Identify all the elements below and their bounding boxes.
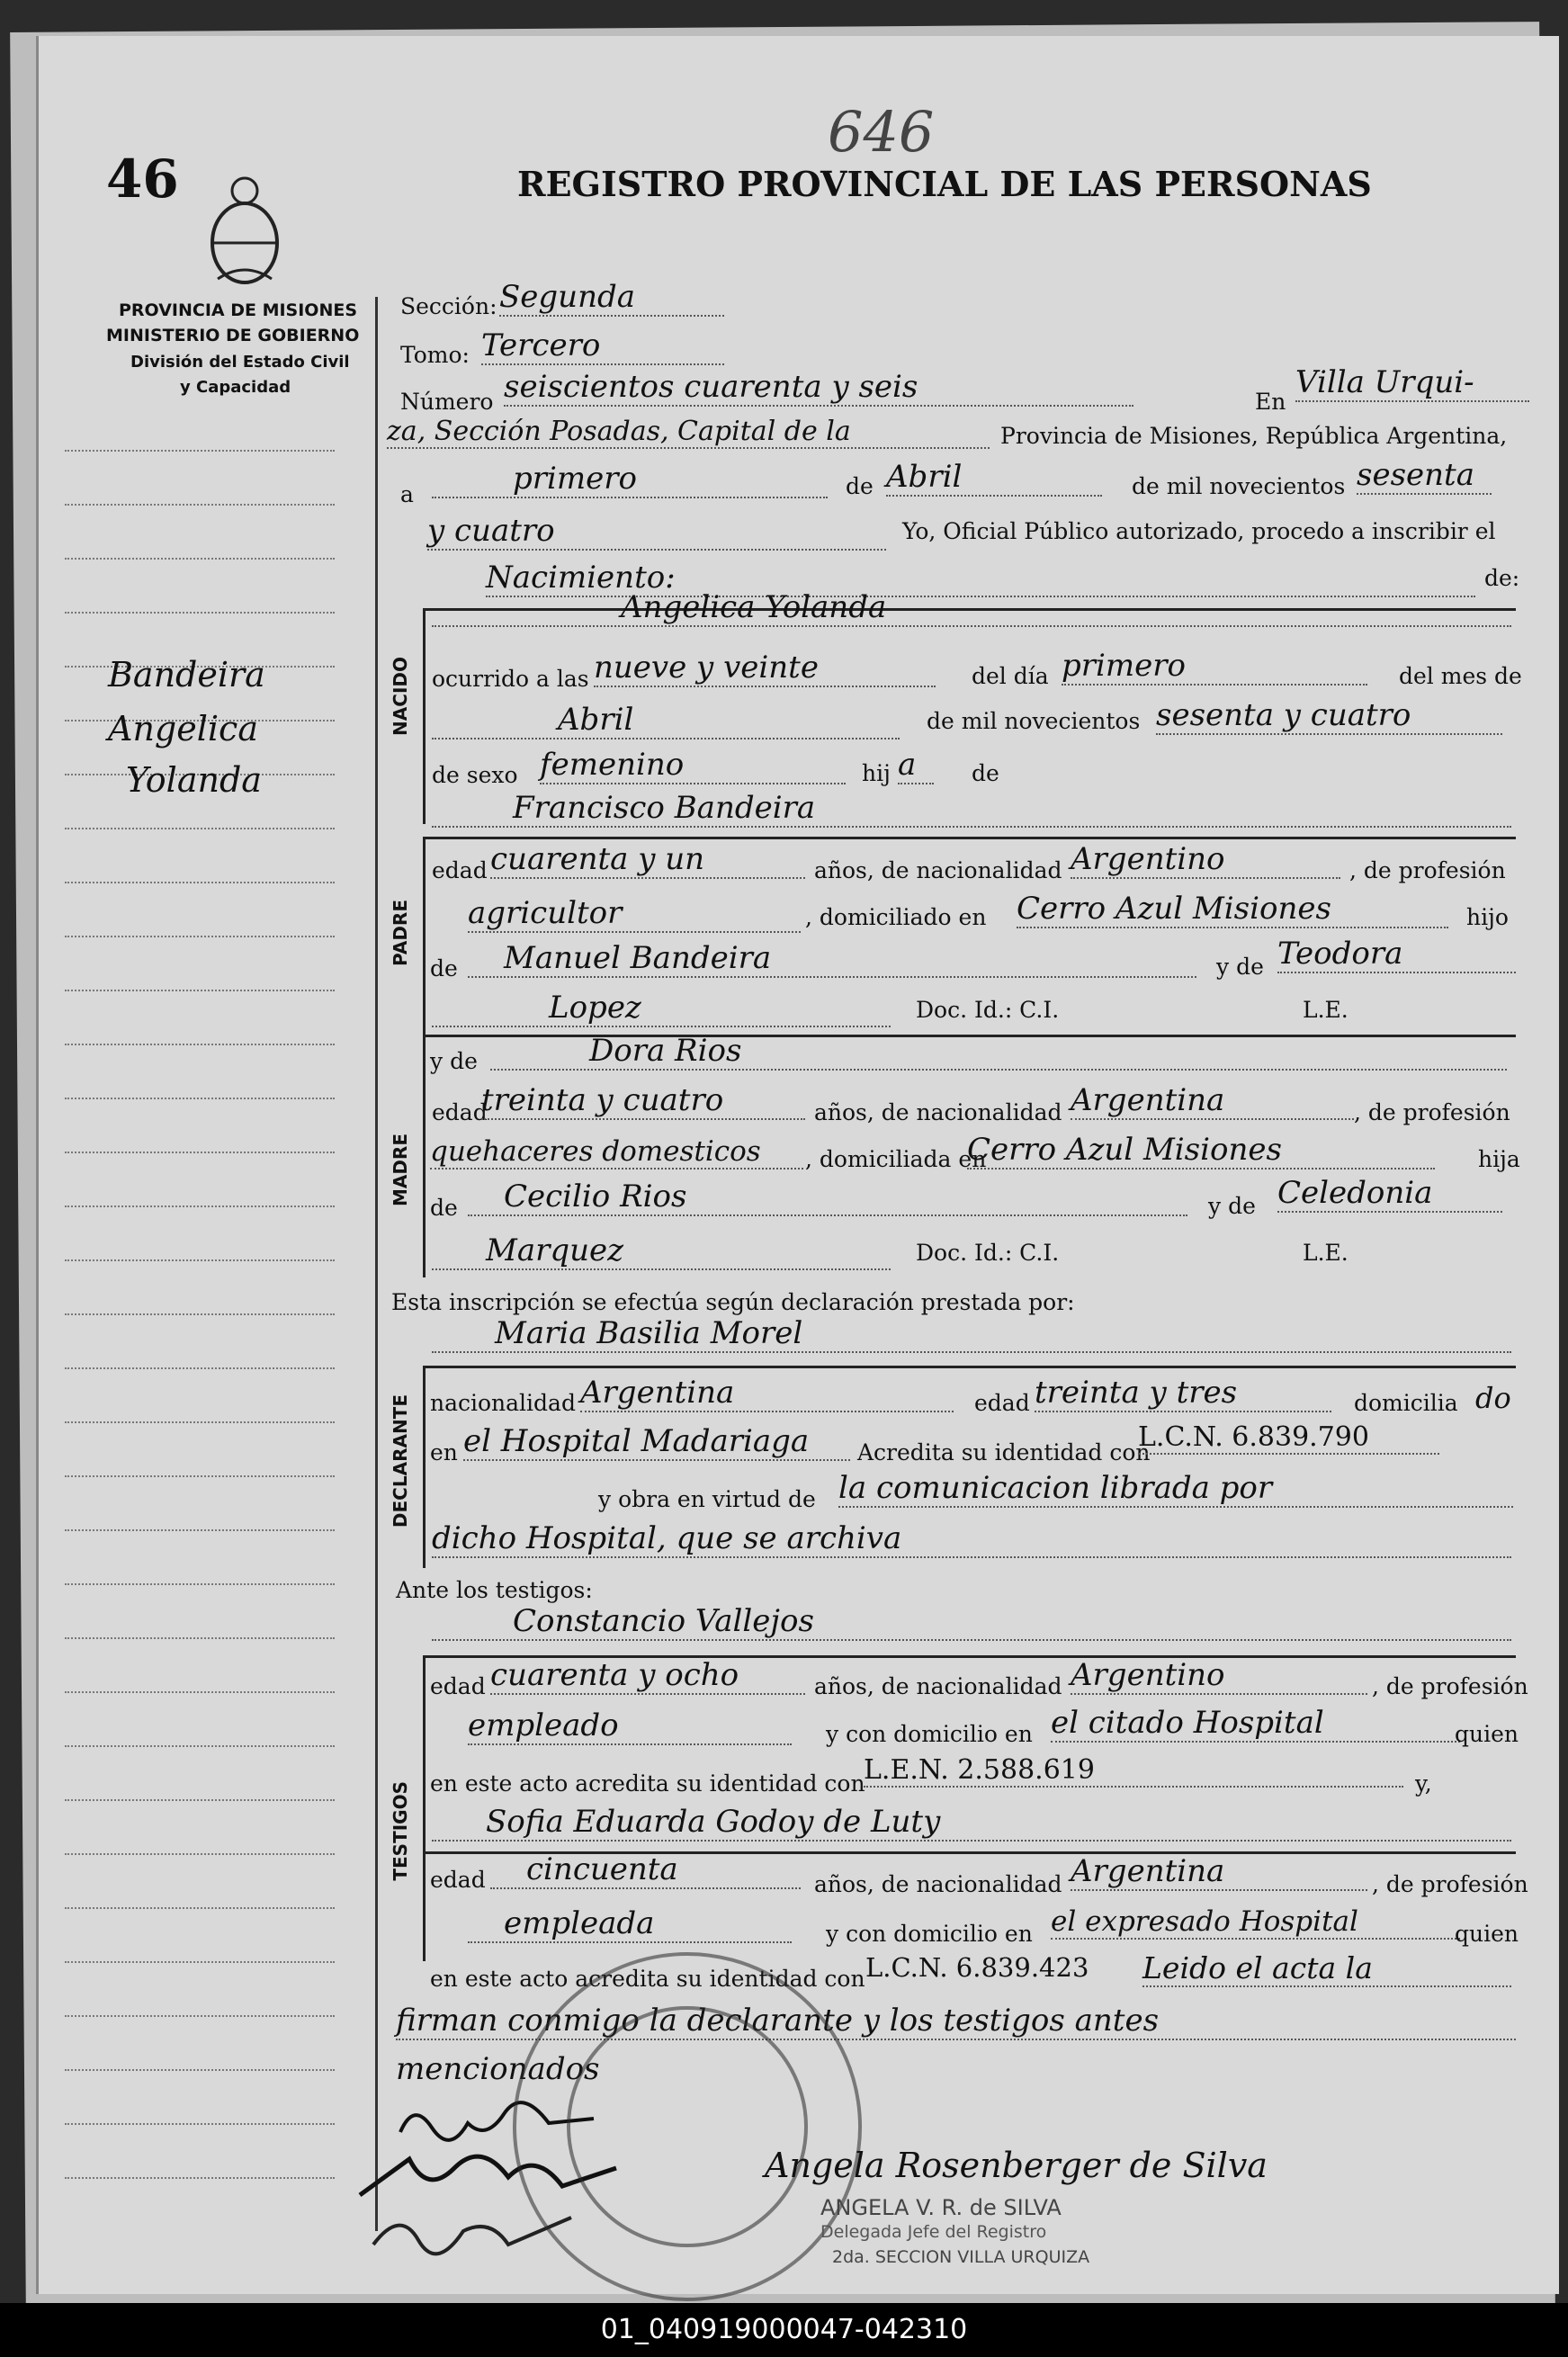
hij-label: hij	[862, 760, 891, 786]
image-id-bar	[0, 2303, 1568, 2357]
ocurrido-hora: nueve y veinte	[594, 650, 936, 687]
declarante-domicilio: el Hospital Madariaga	[463, 1423, 850, 1461]
sello-seccion: 2da. SECCION VILLA URQUIZA	[832, 2247, 1090, 2267]
fecha-anio-value-1: sesenta	[1357, 457, 1492, 495]
cierre-line-3: mencionados	[396, 2051, 600, 2087]
testigo2-quien-label: quien	[1455, 1921, 1519, 1947]
declarante-intro: Esta inscripción se efectúa según declaración prestada por:	[391, 1289, 1075, 1315]
padre-edad: cuarenta y un	[490, 841, 805, 879]
fecha-anio-value-2: y cuatro	[427, 513, 886, 551]
cierre-line-1: Leido el acta la	[1142, 1950, 1511, 1987]
seccion-value: Segunda	[499, 279, 724, 317]
nacido-label: NACIDO	[390, 657, 411, 736]
testigo1-prof-label: , de profesión	[1372, 1673, 1528, 1699]
abuela-materna-1: Celedonia	[1277, 1175, 1502, 1213]
testigos-label: TESTIGOS	[390, 1781, 411, 1881]
sexo-label: de sexo	[432, 762, 518, 788]
cierre-line-2: firman conmigo la declarante y los testigos antes	[396, 2003, 1516, 2040]
testigo1-y-label: y,	[1415, 1770, 1432, 1797]
padre-domicilio: Cerro Azul Misiones	[1017, 891, 1448, 928]
padre-hijo-label: hijo	[1466, 904, 1509, 930]
declarante-label: DECLARANTE	[390, 1394, 411, 1528]
top-annotation: 646	[828, 99, 935, 165]
en-label: En	[1255, 389, 1286, 415]
madre-section-side	[423, 1035, 426, 1277]
org-line-2: MINISTERIO DE GOBIERNO	[106, 326, 360, 345]
testigo1-edad-label: edad	[430, 1673, 486, 1699]
madre-y-de2-label: y de	[1208, 1193, 1256, 1219]
testigo2-edad: cincuenta	[490, 1851, 801, 1889]
abuelo-materno: Cecilio Rios	[468, 1178, 1187, 1216]
coat-of-arms-icon	[200, 171, 290, 288]
declarante-nacionalidad: Argentina	[580, 1375, 954, 1412]
ocurrido-label: ocurrido a las	[432, 666, 589, 692]
testigo2-nombre: Sofia Eduarda Godoy de Luty	[432, 1804, 1511, 1842]
madre-nacionalidad: Argentina	[1071, 1082, 1354, 1120]
page-number: 46	[106, 148, 179, 210]
fecha-de-label: de	[846, 473, 874, 499]
nacido-anio: sesenta y cuatro	[1156, 697, 1502, 735]
padre-nombre: Francisco Bandeira	[432, 790, 1511, 828]
testigo1-acredita-label: en este acto acredita su identidad con	[430, 1770, 865, 1797]
testigo1-dom-label: y con domicilio en	[826, 1721, 1033, 1747]
padre-y-de-label: y de	[1216, 954, 1264, 980]
declarante-nombre: Maria Basilia Morel	[432, 1315, 1511, 1353]
org-line-4: y Capacidad	[180, 378, 291, 397]
madre-nac-label: años, de nacionalidad	[814, 1099, 1062, 1125]
acto-value: Nacimiento:	[486, 560, 1475, 597]
testigo2-dom-label: y con domicilio en	[826, 1921, 1033, 1947]
padre-prof-label: , de profesión	[1349, 857, 1506, 883]
declarante-dom-label: domicilia	[1354, 1390, 1458, 1416]
declarante-documento: L.C.N. 6.839.790	[1138, 1421, 1439, 1455]
madre-profesion: quehaceres domesticos	[430, 1135, 803, 1170]
declarante-en-label: en	[430, 1439, 458, 1465]
declarante-obra-1: la comunicacion librada por	[838, 1470, 1513, 1508]
oficial-text: Yo, Oficial Público autorizado, procedo a inscribir el	[902, 518, 1496, 544]
testigo1-documento: L.E.N. 2.588.619	[864, 1754, 1403, 1788]
nacido-nombre: Angelica Yolanda	[432, 589, 1511, 627]
sello-cargo: Delegada Jefe del Registro	[820, 2222, 1047, 2242]
testigo1-domicilio: el citado Hospital	[1051, 1705, 1460, 1743]
padre-doc-label: Doc. Id.: C.I.	[916, 997, 1060, 1023]
document-title: REGISTRO PROVINCIAL DE LAS PERSONAS	[517, 164, 1372, 204]
testigo2-documento: L.C.N. 6.839.423	[865, 1952, 1089, 1983]
tomo-label: Tomo:	[400, 342, 470, 368]
declarante-section-top	[423, 1366, 1516, 1368]
nacido-anio-label: de mil novecientos	[927, 708, 1141, 734]
nacido-dia: primero	[1062, 648, 1367, 686]
fecha-anio-label: de mil novecientos	[1132, 473, 1346, 499]
madre-label: MADRE	[390, 1134, 411, 1207]
del-dia-label: del día	[972, 663, 1049, 689]
madre-prof-label: , de profesión	[1354, 1099, 1510, 1125]
madre-le-label: L.E.	[1303, 1240, 1348, 1266]
madre-y-de-label: y de	[430, 1048, 478, 1074]
nacido-section-side	[423, 608, 426, 824]
margin-note-name-2: Yolanda	[126, 760, 262, 800]
padre-section-top	[423, 837, 1516, 839]
oficial-signature: Angela Rosenberger de Silva	[765, 2146, 1268, 2185]
nacido-de-label: de	[972, 760, 999, 786]
declarante-acredita-label: Acredita su identidad con	[857, 1439, 1151, 1465]
padre-le-label: L.E.	[1303, 997, 1348, 1023]
madre-dom-label: , domiciliada en	[805, 1146, 987, 1172]
padre-nacionalidad: Argentino	[1071, 841, 1340, 879]
padre-de-label: de	[430, 955, 458, 981]
testigo1-quien-label: quien	[1455, 1721, 1519, 1747]
hij-value: a	[898, 747, 934, 784]
testigo1-nombre: Constancio Vallejos	[432, 1603, 1511, 1641]
declarante-edad-label: edad	[974, 1390, 1030, 1416]
testigo1-nacionalidad: Argentino	[1071, 1657, 1367, 1695]
testigo1-edad: cuarenta y ocho	[490, 1657, 805, 1695]
testigo2-prof-label: , de profesión	[1372, 1871, 1528, 1897]
fecha-a-label: a	[400, 481, 414, 507]
numero-label: Número	[400, 389, 494, 415]
padre-profesion: agricultor	[468, 895, 801, 933]
testigo1-profesion: empleado	[468, 1707, 792, 1745]
lugar-value-1: Villa Urqui-	[1295, 364, 1529, 402]
fecha-mes-value: Abril	[886, 459, 1102, 497]
testigo2-profesion: empleada	[468, 1905, 792, 1943]
fecha-dia-value: primero	[432, 461, 828, 498]
testigo2-edad-label: edad	[430, 1867, 486, 1893]
lugar-value-2: za, Sección Posadas, Capital de la	[387, 416, 990, 449]
testigo2-acredita-label: en este acto acredita su identidad con	[430, 1966, 865, 1992]
abuela-materna-2: Marquez	[432, 1232, 891, 1270]
declarante-obra-2: dicho Hospital, que se archiva	[432, 1520, 1511, 1558]
sexo-value: femenino	[540, 747, 846, 784]
madre-edad: treinta y cuatro	[481, 1082, 805, 1120]
tomo-value: Tercero	[481, 327, 724, 365]
declarante-section-side	[423, 1366, 426, 1568]
nacido-mes: Abril	[432, 702, 900, 739]
abuela-paterna-1: Teodora	[1277, 936, 1516, 973]
madre-de-label: de	[430, 1195, 458, 1221]
margin-note-surname: Bandeira	[108, 655, 265, 695]
madre-edad-label: edad	[432, 1099, 488, 1125]
official-seal-inner	[567, 2006, 808, 2247]
testigos-intro: Ante los testigos:	[396, 1577, 593, 1603]
testigo2-domicilio: el expresado Hospital	[1051, 1905, 1460, 1940]
sello-nombre: ANGELA V. R. de SILVA	[820, 2195, 1062, 2220]
org-line-1: PROVINCIA DE MISIONES	[119, 300, 358, 320]
provincia-text: Provincia de Misiones, República Argentina,	[1000, 423, 1508, 449]
abuelo-paterno: Manuel Bandeira	[468, 940, 1196, 978]
numero-value: seiscientos cuarenta y seis	[504, 369, 1133, 407]
testigo2-nacionalidad: Argentina	[1071, 1853, 1367, 1891]
declarante-dom-suffix: do	[1475, 1381, 1511, 1415]
del-mes-label: del mes de	[1399, 663, 1522, 689]
declarante-edad: treinta y tres	[1035, 1375, 1331, 1412]
margin-note-name-1: Angelica	[108, 709, 258, 748]
seccion-label: Sección:	[400, 293, 497, 319]
margin-column	[65, 297, 378, 2231]
padre-section-side	[423, 837, 426, 1035]
org-line-3: División del Estado Civil	[130, 353, 350, 372]
declarante-obra-label: y obra en virtud de	[598, 1486, 816, 1512]
padre-dom-label: , domiciliado en	[805, 904, 987, 930]
abuela-paterna-2: Lopez	[432, 990, 891, 1027]
madre-doc-label: Doc. Id.: C.I.	[916, 1240, 1060, 1266]
padre-label: PADRE	[390, 900, 411, 966]
declarante-nac-label: nacionalidad	[430, 1390, 576, 1416]
testigos-section-side	[423, 1655, 426, 1961]
testigo2-nac-label: años, de nacionalidad	[814, 1871, 1062, 1897]
acto-de-label: de:	[1484, 565, 1520, 591]
madre-hija-label: hija	[1478, 1146, 1520, 1172]
madre-nombre: Dora Rios	[490, 1033, 1507, 1071]
testigo1-nac-label: años, de nacionalidad	[814, 1673, 1062, 1699]
padre-edad-label: edad	[432, 857, 488, 883]
image-id: 01_040919000047-042310	[600, 2314, 968, 2345]
madre-domicilio: Cerro Azul Misiones	[967, 1132, 1435, 1170]
padre-nac-label: años, de nacionalidad	[814, 857, 1062, 883]
